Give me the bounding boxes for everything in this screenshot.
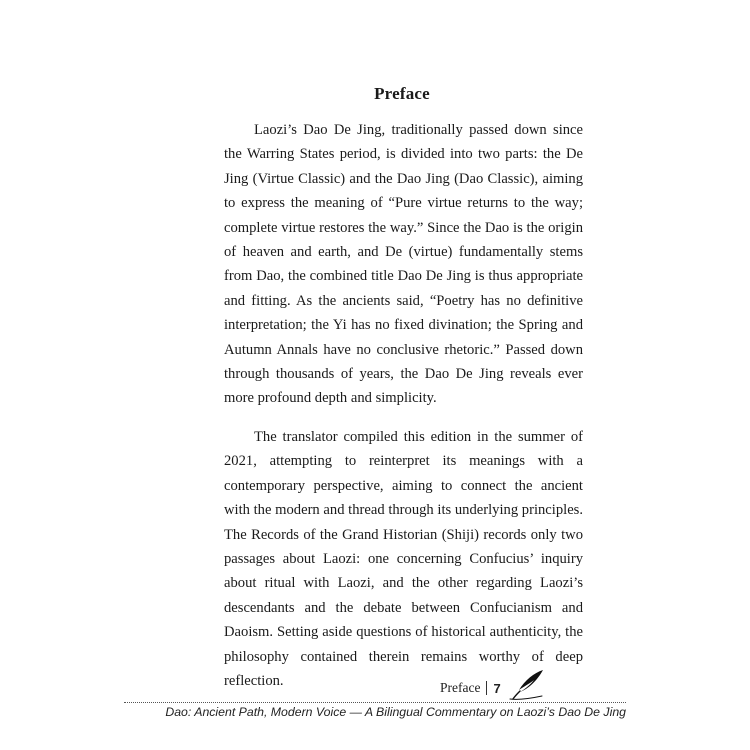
body-text	[224, 118, 583, 693]
running-title: Dao: Ancient Path, Modern Voice — A Bilingual Commentary on Laozi’s Dao De Jing	[165, 705, 626, 719]
paragraph: Laozi’s Dao De Jing, traditionally passed down since the Warring States period, is divided into two parts: the De Jing (Virtue Classic) and the Dao Jing (Dao Classic), aiming to express the meaning of “Pure virtue returns to the way; complete virtue restores the way.” Since the Dao is the origin of heaven and earth, and De (virtue) fundamentally stems from Dao, the combined title Dao De Jing is thus appropriate and fitting. As the ancients said, “Poetry has no definitive interpretation; the Yi has no fixed divination; the Spring and Autumn Annals have no conclusive rhetoric.” Passed down through thousands of years, the Dao De Jing reveals ever more profound depth and simplicity.	[224, 122, 583, 407]
section-label: Preface	[440, 680, 481, 695]
separator	[486, 681, 487, 695]
quill-pen-icon	[508, 668, 546, 702]
page-number: 7	[493, 680, 501, 696]
footer-divider	[124, 702, 626, 703]
page-title: Preface	[374, 84, 430, 103]
paragraph: The translator compiled this edition in the summer of 2021, attempting to reinterpret its meanings with a contemporary perspective, aiming to connect the ancient with the modern and thread through its underlying principles. The Records of the Grand Historian (Shiji) records only two passages about Laozi: one concerning Confucius’ inquiry about ritual with Laozi, and the other regarding Laozi’s descendants and the debate between Confucianism and Daoism. Setting aside questions of historical authenticity, the philosophy contained therein remains worthy of deep reflection.	[224, 428, 583, 689]
page-reference	[440, 680, 501, 696]
